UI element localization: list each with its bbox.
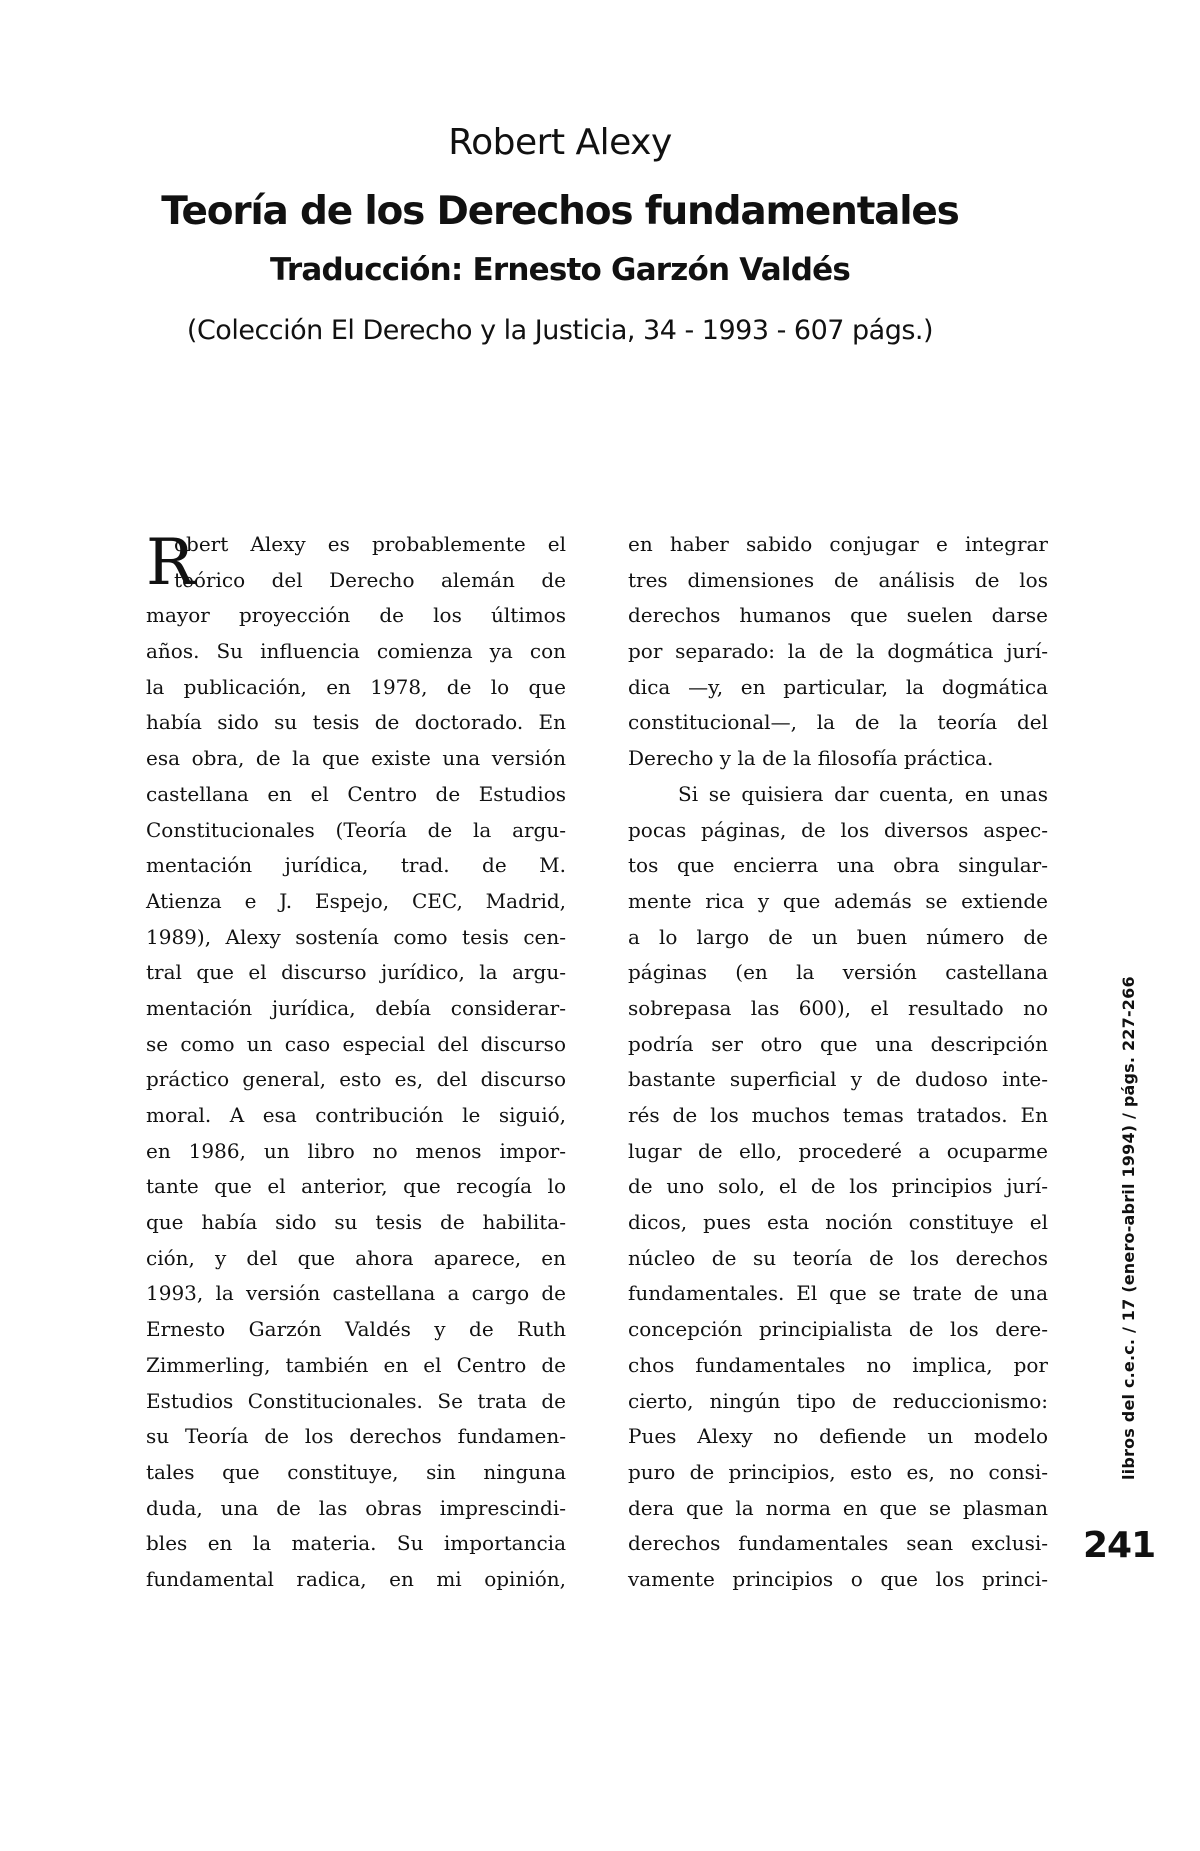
text-line: dicos, pues esta noción constituye el: [628, 1210, 1048, 1235]
text-line: su Teoría de los derechos fundamen-: [146, 1424, 566, 1449]
text-line: Atienza e J. Espejo, CEC, Madrid,: [146, 888, 566, 913]
review-header: [150, 120, 970, 348]
text-line: a lo largo de un buen número de: [628, 924, 1048, 949]
text-line: 1993, la versión castellana a cargo de: [146, 1281, 566, 1306]
text-line: ción, y del que ahora aparece, en: [146, 1245, 566, 1270]
text-line: práctico general, esto es, del discurso: [146, 1067, 566, 1092]
text-line: castellana en el Centro de Estudios: [146, 781, 566, 806]
text-line: mayor proyección de los últimos: [146, 603, 566, 628]
text-line: Ernesto Garzón Valdés y de Ruth: [146, 1317, 566, 1342]
text-line: puro de principios, esto es, no consi-: [628, 1459, 1048, 1484]
text-line: teórico del Derecho alemán de: [174, 567, 566, 592]
left-column: [146, 527, 566, 1598]
text-line: tales que constituye, sin ninguna: [146, 1459, 566, 1484]
text-line: derechos humanos que suelen darse: [628, 603, 1048, 628]
text-line: de uno solo, el de los principios jurí-: [628, 1174, 1048, 1199]
text-line: núcleo de su teoría de los derechos: [628, 1245, 1048, 1270]
text-line: la publicación, en 1978, de lo que: [146, 674, 566, 699]
text-line: por separado: la de la dogmática jurí-: [628, 639, 1048, 664]
paragraph-continued: [628, 527, 1048, 777]
text-line: Si se quisiera dar cuenta, en unas: [678, 781, 1048, 806]
text-line: mentación jurídica, debía considerar-: [146, 995, 566, 1020]
translation-credit: Traducción: Ernesto Garzón Valdés: [269, 252, 851, 288]
text-line: en haber sabido conjugar e integrar: [628, 532, 1048, 556]
text-line: duda, una de las obras imprescindi-: [146, 1495, 566, 1520]
text-line: sobrepasa las 600), el resultado no: [628, 995, 1048, 1020]
text-line: Zimmerling, también en el Centro de: [146, 1352, 566, 1377]
text-line: dica —y, en particular, la dogmática: [628, 674, 1048, 699]
text-line: tres dimensiones de análisis de los: [628, 567, 1048, 592]
book-title: Teoría de los Derechos fundamentales: [161, 189, 959, 234]
text-line: lugar de ello, procederé a ocuparme: [628, 1138, 1048, 1163]
text-line: se como un caso especial del discurso: [146, 1031, 566, 1056]
text-line: fundamentales. El que se trate de una: [628, 1281, 1048, 1306]
running-head-vertical: libros del c.e.c. / 17 (enero-abril 1994) / págs. 227-266: [1119, 976, 1138, 1480]
text-line: esa obra, de la que existe una versión: [146, 746, 566, 771]
text-line: años. Su influencia comienza ya con: [146, 639, 566, 664]
text-line: fundamental radica, en mi opinión,: [146, 1566, 566, 1591]
left-column-text: [146, 527, 566, 1598]
paragraph-second: [628, 777, 1048, 1598]
text-line: chos fundamentales no implica, por: [628, 1352, 1048, 1377]
text-line: rés de los muchos temas tratados. En: [628, 1103, 1048, 1127]
text-line: que había sido su tesis de habilita-: [146, 1210, 566, 1235]
text-line: en 1986, un libro no menos impor-: [146, 1138, 566, 1163]
text-line: constitucional—, la de la teoría del: [628, 710, 1048, 735]
text-line: derechos fundamentales sean exclusi-: [628, 1531, 1048, 1556]
text-line: mentación jurídica, trad. de M.: [146, 853, 566, 878]
book-author: Robert Alexy: [448, 122, 672, 163]
text-line: Constitucionales (Teoría de la argu-: [146, 817, 566, 842]
text-line: Estudios Constitucionales. Se trata de: [146, 1388, 566, 1413]
text-line: moral. A esa contribución le siguió,: [146, 1103, 566, 1127]
text-line: bles en la materia. Su importancia: [146, 1531, 566, 1556]
collection-info: (Colección El Derecho y la Justicia, 34 - 1993 - 607 págs.): [186, 315, 934, 346]
text-line: había sido su tesis de doctorado. En: [146, 710, 566, 735]
text-line: cierto, ningún tipo de reduccionismo:: [628, 1388, 1048, 1413]
text-line: tral que el discurso jurídico, la argu-: [146, 960, 566, 985]
page-number: 241: [1083, 1525, 1156, 1566]
text-line: tos que encierra una obra singular-: [628, 853, 1048, 878]
text-line: 1989), Alexy sostenía como tesis cen-: [146, 924, 566, 949]
text-line: podría ser otro que una descripción: [628, 1031, 1048, 1056]
text-line: tante que el anterior, que recogía lo: [146, 1174, 566, 1199]
text-line: Derecho y la de la filosofía práctica.: [628, 746, 994, 771]
text-line: concepción principialista de los dere-: [628, 1317, 1048, 1342]
right-column: [628, 527, 1048, 1598]
text-line: vamente principios o que los princi-: [628, 1566, 1048, 1591]
text-line: dera que la norma en que se plasman: [628, 1495, 1048, 1520]
drop-cap: R: [146, 526, 195, 600]
text-line: páginas (en la versión castellana: [628, 960, 1048, 985]
text-line: obert Alexy es probablemente el: [174, 532, 566, 556]
text-line: Pues Alexy no defiende un modelo: [628, 1424, 1048, 1449]
text-line: pocas páginas, de los diversos aspec-: [628, 817, 1048, 842]
text-line: bastante superficial y de dudoso inte-: [628, 1067, 1048, 1092]
text-line: mente rica y que además se extiende: [628, 888, 1048, 913]
